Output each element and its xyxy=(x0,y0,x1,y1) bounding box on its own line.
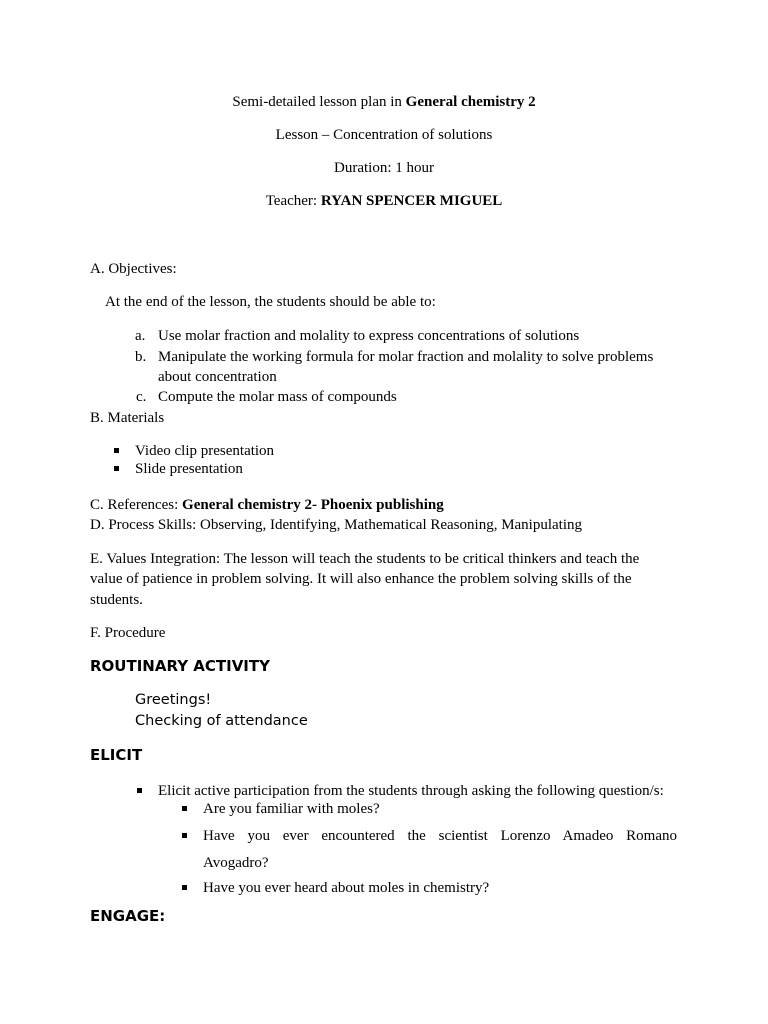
objectives-intro: At the end of the lesson, the students should be able to: xyxy=(105,294,436,310)
teacher-label: Teacher: xyxy=(265,193,321,209)
references-label: C. References: xyxy=(90,497,183,513)
elicit-question-2-line1: Have you ever encountered the scientist Lorenzo Amadeo Romano xyxy=(203,828,677,844)
material-item: Video clip presentation xyxy=(135,443,275,459)
objective-item-a: Use molar fraction and molality to express concentrations of solutions xyxy=(158,328,580,344)
routinary-item: Greetings! xyxy=(135,692,212,708)
procedure-heading: F. Procedure xyxy=(90,625,166,641)
routinary-heading: ROUTINARY ACTIVITY xyxy=(90,657,270,675)
lesson-title: Lesson – Concentration of solutions xyxy=(275,127,493,143)
teacher-name: RYAN SPENCER MIGUEL xyxy=(320,193,503,209)
bullet-square-icon xyxy=(137,788,142,793)
material-item: Slide presentation xyxy=(135,461,243,477)
duration-line: Duration: 1 hour xyxy=(334,160,434,176)
objective-item-c: Compute the molar mass of compounds xyxy=(158,389,397,405)
values-integration-line3: students. xyxy=(90,592,143,608)
doc-title xyxy=(0,92,768,112)
bullet-square-icon xyxy=(114,448,119,453)
process-skills-line: D. Process Skills: Observing, Identifying, Mathematical Reasoning, Manipulating xyxy=(90,517,583,533)
values-integration-line1: E. Values Integration: The lesson will teach the students to be critical thinkers and teach the xyxy=(90,551,640,567)
bullet-square-icon xyxy=(182,833,187,838)
bullet-square-icon xyxy=(114,466,119,471)
engage-heading: ENGAGE: xyxy=(90,907,166,925)
objective-marker-c: c. xyxy=(136,389,147,405)
elicit-question-3: Have you ever heard about moles in chemistry? xyxy=(203,880,490,896)
references-value: General chemistry 2- Phoenix publishing xyxy=(182,497,444,513)
elicit-question-1: Are you familiar with moles? xyxy=(203,801,380,817)
objective-marker-b: b. xyxy=(135,349,147,365)
doc-title-subject: General chemistry 2 xyxy=(405,94,536,110)
teacher-line xyxy=(0,191,768,211)
objective-item-b-line2: about concentration xyxy=(158,369,277,385)
values-integration-line2: value of patience in problem solving. It will also enhance the problem solving skills of the xyxy=(90,571,632,587)
references-line xyxy=(90,495,444,515)
bullet-square-icon xyxy=(182,806,187,811)
routinary-item: Checking of attendance xyxy=(135,713,308,729)
objective-item-b-line1: Manipulate the working formula for molar fraction and molality to solve problems xyxy=(158,349,654,365)
elicit-intro: Elicit active participation from the students through asking the following question/s: xyxy=(158,783,664,799)
objective-marker-a: a. xyxy=(135,328,146,344)
materials-heading: B. Materials xyxy=(90,410,165,426)
doc-title-prefix: Semi-detailed lesson plan in xyxy=(232,94,406,110)
elicit-question-2-line2: Avogadro? xyxy=(203,855,269,871)
bullet-square-icon xyxy=(182,885,187,890)
objectives-heading: A. Objectives: xyxy=(90,261,177,277)
elicit-heading: ELICIT xyxy=(90,746,143,764)
